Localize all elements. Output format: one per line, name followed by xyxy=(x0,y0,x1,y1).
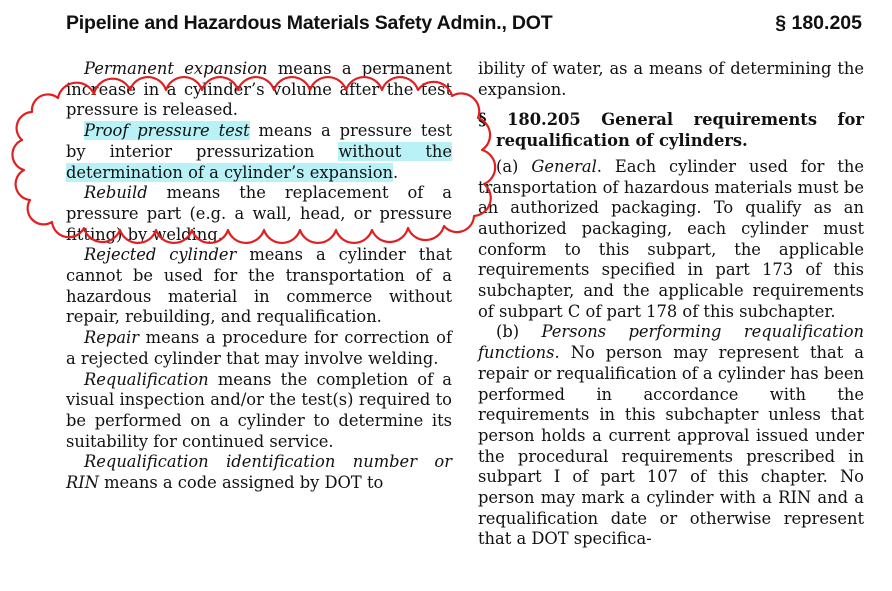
definition-text-end: . xyxy=(393,162,399,182)
continued-text: ibility of water, as a means of determining the expansion. xyxy=(478,59,864,99)
paragraph-term: Persons performing requalification functions xyxy=(478,322,864,363)
definition-term: Requalification xyxy=(84,369,209,389)
paragraph-label: (b) xyxy=(496,322,542,342)
running-header-title: Pipeline and Hazardous Materials Safety Admin., DOT xyxy=(66,12,553,34)
definition-term-highlighted: Proof pressure test xyxy=(84,121,250,141)
definition-text: means a pressure test by interior pressurization xyxy=(66,121,453,161)
definition-rebuild xyxy=(66,183,452,245)
definition-requalification xyxy=(66,370,452,453)
definition-term: Requalification identification number or RIN xyxy=(66,452,452,493)
paragraph-b-persons xyxy=(478,322,864,550)
paragraph-text: . Each cylinder used for the transportation of hazardous materials must be an authorized packaging. To qualify as an authorized packaging, each cylinder must conform to this subpart, the applicable requirements specified in part 173 of this subchapter, and the applicable requirements of subpart C of part 178 of this subchapter. xyxy=(478,156,864,321)
definition-term: Rebuild xyxy=(84,183,148,203)
section-heading: § 180.205 General requirements for requalification of cylinders. xyxy=(478,110,864,151)
definition-text: means a permanent increase in a cylinder’s volume after the test pressure is released. xyxy=(66,59,452,120)
definition-repair xyxy=(66,328,452,369)
right-column xyxy=(478,59,864,550)
paragraph-text: . No person may represent that a repair or requalification of a cylinder has been performed in accordance with the requirements in this subchapter unless that person holds a current approval issued under the procedural requirements prescribed in subpart I of part 107 of this chapter. No person may mark a cylinder with a RIN and a requalification date or otherwise represent that a DOT specifica- xyxy=(478,343,864,549)
definition-term: Permanent expansion xyxy=(84,59,268,78)
paragraph-term: General xyxy=(531,156,597,176)
definition-rin xyxy=(66,452,452,493)
definition-text: means the completion of a visual inspection and/or the test(s) required to be performed on a cylinder to determine its suitability for continued service. xyxy=(66,369,452,451)
definition-text: means the replacement of a pressure part (e.g. a wall, head, or pressure fitting) by welding. xyxy=(66,183,452,244)
paragraph-a-general xyxy=(478,157,864,323)
definition-term: Rejected cylinder xyxy=(84,245,237,265)
definition-permanent-expansion xyxy=(66,59,452,121)
section-number: § 180.205 xyxy=(775,12,862,34)
definition-proof-pressure-test xyxy=(66,121,452,183)
left-column xyxy=(66,59,452,494)
definition-rejected-cylinder xyxy=(66,245,452,328)
definition-text: means a procedure for correction of a rejected cylinder that may involve welding. xyxy=(66,328,452,368)
definition-text: means a code assigned by DOT to xyxy=(98,473,384,493)
highlighted-text: without the determination of a cylinder’s expansion xyxy=(66,141,452,182)
paragraph-label: (a) xyxy=(496,156,532,176)
definition-text: means a cylinder that cannot be used for the transportation of a hazardous material in commerce without repair, rebuilding, and requalification. xyxy=(66,245,452,327)
definition-term: Repair xyxy=(84,328,140,348)
